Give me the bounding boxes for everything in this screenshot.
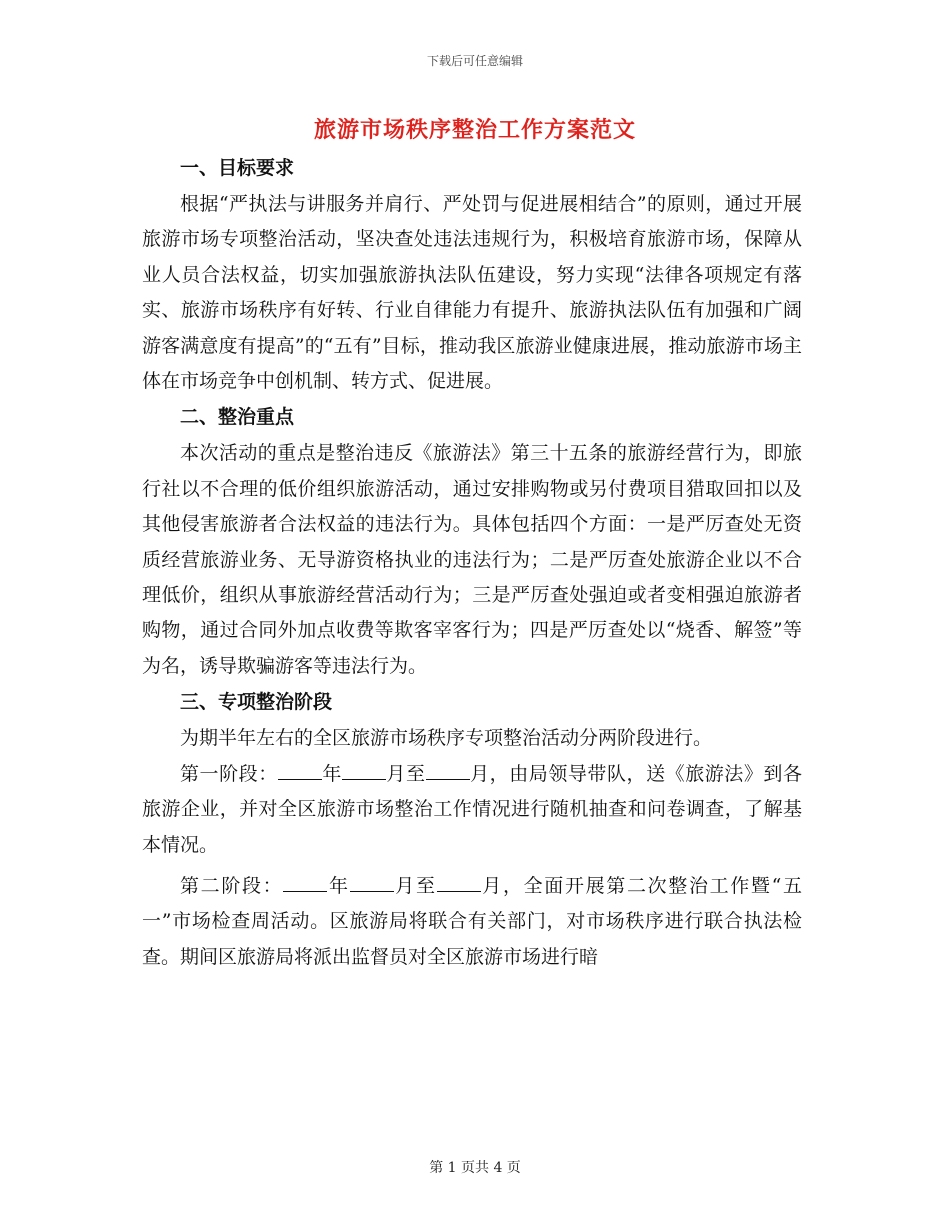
document-body [142,150,802,975]
document-title: 旅游市场秩序整治工作方案范文 [313,117,636,143]
section-heading-goals: 一、目标要求 [180,157,295,179]
stage-2-text: 全面开展第二次整治工作暨“五一”市场检查周活动。区旅游局将联合有关部门，对市场秩序进行联合执法检查。期间区旅游局将派出监督员对全区旅游市场进行暗 [142,874,802,968]
paragraph-goals: 根据“严执法与讲服务并肩行、严处罚与促进展相结合”的原则，通过开展旅游市场专项整治活动，坚决查处违法违规行为，积极培育旅游市场，保障从业人员合法权益，切实加强旅游执法队伍建设，努力实现“法律各项规定有落实、旅游市场秩序有好转、行业自律能力有提升、旅游执法队伍有加强和广阔游客满意度有提高”的“五有”目标，推动我区旅游业健康进展，推动旅游市场主体在市场竞争中创机制、转方式、促进展。 [142,193,802,393]
blank-line [342,763,386,780]
paragraph-stage-1: 第一阶段： 年 月至 月，由局领导带队，送《旅游法》到各旅游企业，并对全区旅游市场整治工作情况进行随机抽查和问卷调查，了解基本情况。 [142,762,802,856]
paragraph-stage-2: 第二阶段： 年 月至 月，全面开展第二次整治工作暨“五一”市场检查周活动。区旅游局将联合有关部门，对市场秩序进行联合执法检查。期间区旅游局将派出监督员对全区旅游市场进行暗 [142,874,802,968]
paragraph-focus: 本次活动的重点是整治违反《旅游法》第三十五条的旅游经营行为，即旅行社以不合理的低价组织旅游活动，通过安排购物或另付费项目猎取回扣以及其他侵害旅游者合法权益的违法行为。具体包括四个方面：一是严厉查处无资质经营旅游业务、无导游资格执业的违法行为；二是严厉查处旅游企业以不合理低价，组织从事旅游经营活动行为；三是严厉查处强迫或者变相强迫旅游者购物，通过合同外加点收费等欺客宰客行为；四是严厉查处以“烧香、解签”等为名，诱导欺骗游客等违法行为。 [142,442,802,677]
stage-2-label: 第二阶段： [180,874,284,897]
blank-line [283,875,327,892]
paragraph-stages-intro: 为期半年左右的全区旅游市场秩序专项整治活动分两阶段进行。 [180,727,713,750]
blank-line [437,875,481,892]
section-heading-focus: 二、整治重点 [180,406,295,429]
blank-line [426,763,470,780]
stage-1-text: 由局领导带队，送《旅游法》到各旅游企业，并对全区旅游市场整治工作情况进行随机抽查和问卷调查，了解基本情况。 [142,762,802,856]
stage-1-label: 第一阶段： [180,762,278,785]
blank-line [350,875,394,892]
page-header: 下载后可任意编辑 [426,54,523,68]
section-heading-stages: 三、专项整治阶段 [180,691,333,714]
blank-line [278,763,322,780]
page-footer: 第 1 页共 4 页 [429,1160,521,1176]
